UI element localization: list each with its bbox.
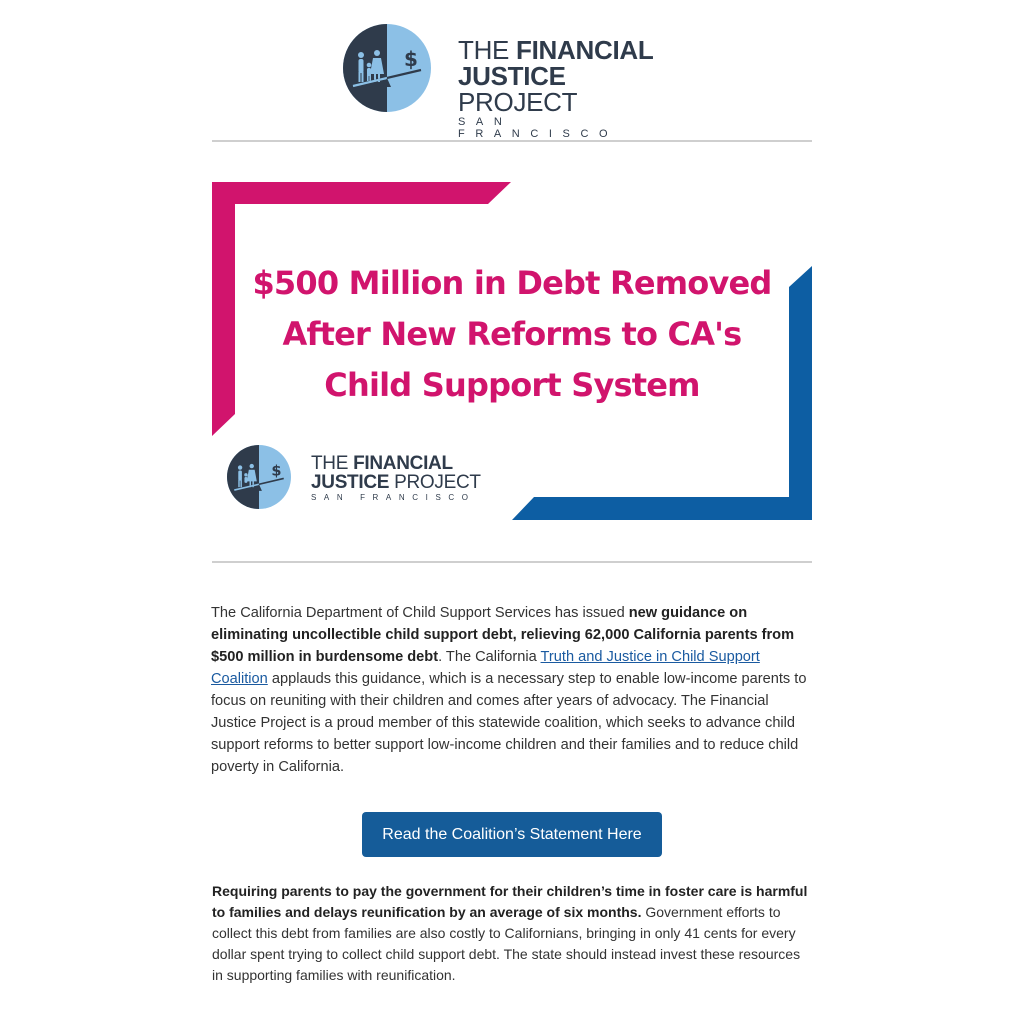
- banner-logo: [227, 445, 487, 511]
- p2-bold: Requiring parents to pay the government for their children’s time in foster care is harmful to families and delays reunification by an average of six months.: [212, 883, 808, 920]
- headline-line-2: After New Reforms to CA's: [282, 315, 742, 353]
- headline-line-3: Child Support System: [324, 366, 700, 404]
- article-paragraph-1: [211, 602, 813, 778]
- logo-line-1: THE FINANCIAL: [458, 35, 654, 65]
- logo-subline: SAN FRANCISCO: [458, 116, 619, 140]
- hero-banner[interactable]: [212, 182, 812, 520]
- banner-logo-wordmark: [311, 454, 481, 502]
- read-statement-button[interactable]: Read the Coalition’s Statement Here: [362, 812, 662, 857]
- p1-intro: The California Department of Child Support Services has issued: [211, 605, 629, 621]
- p1-mid: . The California: [438, 649, 541, 665]
- family-scale-dollar-icon: [343, 24, 431, 112]
- middle-divider: [212, 561, 812, 563]
- header-logo[interactable]: [343, 24, 683, 140]
- p2-rest: Government efforts to collect this debt from families are also costly to Californians, bringing in only 41 cents for every dollar spent trying to collect child support debt. The state should instead invest these resources in supporting families with reunification.: [212, 904, 801, 983]
- banner-logo-subline: SAN FRANCISCO: [311, 493, 476, 502]
- p1-rest: applauds this guidance, which is a necessary step to enable low-income parents to focus on reuniting with their children and comes after years of advocacy. The Financial Justice Project is a proud member of this statewide coalition, which seeks to advance child support reforms to better support low-income children and their families and to reduce child poverty in California.: [211, 671, 807, 775]
- headline-line-1: $500 Million in Debt Removed: [252, 264, 772, 302]
- svg-text:$: $: [271, 463, 282, 480]
- logo-wordmark: [458, 37, 683, 140]
- coalition-link[interactable]: Truth and Justice in Child Support Coalition: [211, 649, 760, 687]
- p1-bold: new guidance on eliminating uncollectible child support debt, relieving 62,000 California parents from $500 million in burdensome debt: [211, 605, 795, 665]
- article-paragraph-2: [212, 881, 814, 986]
- logo-line-2: JUSTICE PROJECT: [458, 61, 578, 117]
- banner-logo-line-2: JUSTICE PROJECT: [311, 472, 481, 493]
- family-scale-dollar-icon: [227, 445, 291, 509]
- svg-text:$: $: [404, 47, 418, 71]
- banner-logo-line-1: THE FINANCIAL: [311, 453, 453, 474]
- top-divider: [212, 140, 812, 142]
- banner-headline: [252, 258, 772, 411]
